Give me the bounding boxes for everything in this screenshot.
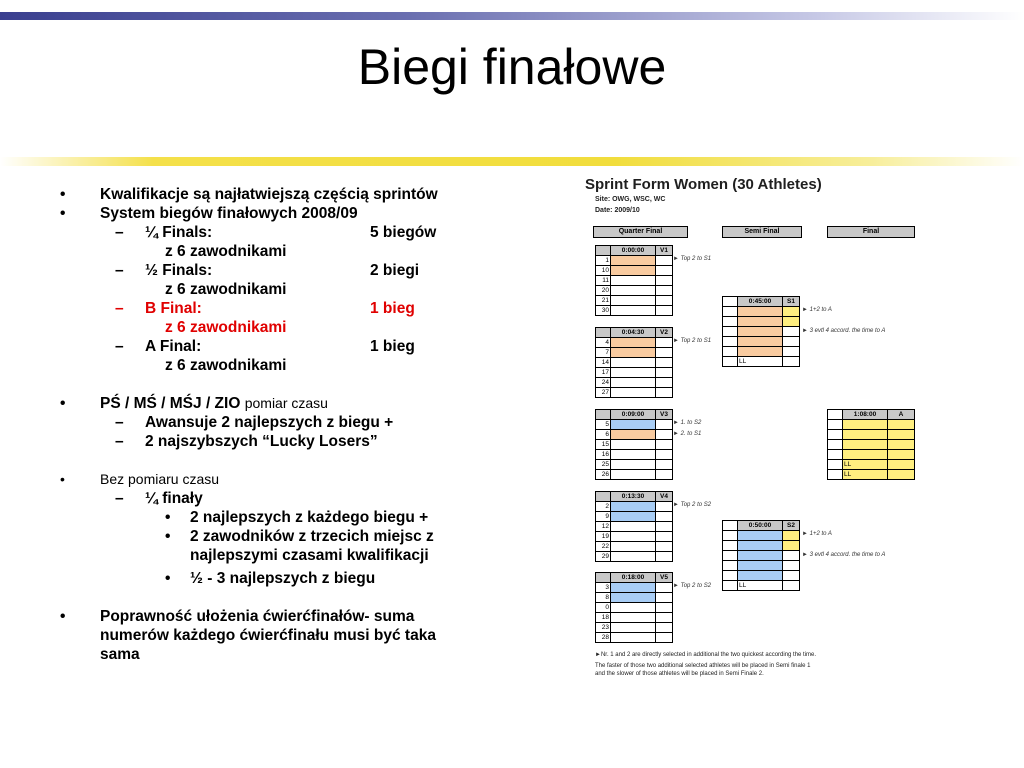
bib-cell: 17 xyxy=(596,368,611,378)
final-a xyxy=(827,409,915,480)
lucky-loser-cell: LL xyxy=(738,581,783,591)
bib-cell: 25 xyxy=(596,460,611,470)
bib-cell: 11 xyxy=(596,276,611,286)
bullet-text: System biegów finałowych 2008/09 xyxy=(100,205,358,222)
heat-v1 xyxy=(595,245,673,316)
sub-item-b-final-detail: z 6 zawodnikami xyxy=(165,319,287,336)
sub-sub-text: ½ - 3 najlepszych z biegu xyxy=(190,570,376,587)
sub-sub-item-cont: najlepszymi czasami kwalifikacji xyxy=(190,547,429,564)
title-divider xyxy=(0,157,1024,166)
bib-cell: 22 xyxy=(596,542,611,552)
sub-item: – Awansuje 2 najlepszych z biegu + xyxy=(115,414,394,431)
heat-note: ► 2. to S1 xyxy=(673,431,702,437)
bib-cell: 20 xyxy=(596,286,611,296)
bullet-text: Poprawność ułożenia ćwierćfinałów- suma xyxy=(100,608,415,625)
bullet-text: Bez pomiaru czasu xyxy=(100,471,220,487)
bullet-text: PŚ / MŚ / MŚJ / ZIO xyxy=(100,395,241,412)
heat-note: ► Top 2 to S1 xyxy=(673,256,712,262)
bullet-list xyxy=(60,185,570,664)
form-date: Date: 2009/10 xyxy=(595,207,640,214)
semi-id: S1 xyxy=(783,297,800,307)
sub-text: 2 najszybszych “Lucky Losers” xyxy=(145,433,378,450)
bib-cell: 14 xyxy=(596,358,611,368)
heat-note: ► Top 2 to S1 xyxy=(673,338,712,344)
bib-cell: 15 xyxy=(596,440,611,450)
bullet-item: • System biegów finałowych 2008/09 xyxy=(60,205,358,222)
sub-sub-text: 2 zawodników z trzecich miejsc z xyxy=(190,528,434,545)
bib-cell: 4 xyxy=(596,338,611,348)
sub-item-half: – ½ Finals: 2 biegi xyxy=(115,262,420,279)
bib-cell: 8 xyxy=(596,593,611,603)
sub-label: ½ Finals: xyxy=(145,262,213,279)
sub-text: Awansuje 2 najlepszych z biegu + xyxy=(145,414,394,431)
bib-cell: 6 xyxy=(596,430,611,440)
final-id: A xyxy=(888,410,915,420)
heat-time: 0:13:30 xyxy=(611,492,656,502)
heat-id: V5 xyxy=(656,573,673,583)
heat-time: 0:04:30 xyxy=(611,328,656,338)
semi-time: 0:50:00 xyxy=(738,521,783,531)
bib-cell: 27 xyxy=(596,388,611,398)
sub-label: A Final: xyxy=(145,338,202,355)
semi-note: ► 1+2 to A xyxy=(802,307,832,313)
heat-time: 0:18:00 xyxy=(611,573,656,583)
quarter-final-header: Quarter Final xyxy=(593,226,688,238)
semi-note: ► 3 evtl 4 accord. the time to A xyxy=(802,552,886,558)
final-header: Final xyxy=(827,226,915,238)
bib-cell: 2 xyxy=(596,502,611,512)
sub-item-quarter-detail: z 6 zawodnikami xyxy=(165,243,287,260)
heat-id: V2 xyxy=(656,328,673,338)
bib-cell: 0 xyxy=(596,603,611,613)
heat-id: V1 xyxy=(656,246,673,256)
lucky-loser-cell: LL xyxy=(843,460,888,470)
heat-time: 0:09:00 xyxy=(611,410,656,420)
sub-sub-item: • 2 najlepszych z każdego biegu + xyxy=(165,509,429,526)
sub-sub-item: • ½ - 3 najlepszych z biegu xyxy=(165,570,376,587)
semi-id: S2 xyxy=(783,521,800,531)
bib-cell: 10 xyxy=(596,266,611,276)
semi-final-header: Semi Final xyxy=(722,226,802,238)
bib-cell: 19 xyxy=(596,532,611,542)
bib-cell: 21 xyxy=(596,296,611,306)
sub-sub-item: • 2 zawodników z trzecich miejsc z xyxy=(165,528,434,545)
heat-id: V4 xyxy=(656,492,673,502)
semi-note: ► 1+2 to A xyxy=(802,531,832,537)
semi-note: ► 3 evtl 4 accord. the time to A xyxy=(802,328,886,334)
final-time: 1:08:00 xyxy=(843,410,888,420)
sub-sub-text: 2 najlepszych z każdego biegu + xyxy=(190,509,429,526)
sub-value: 1 bieg xyxy=(370,338,415,355)
bib-cell: 23 xyxy=(596,623,611,633)
heat-v2 xyxy=(595,327,673,398)
bib-cell: 1 xyxy=(596,256,611,266)
sub-item-a-final: – A Final: 1 bieg xyxy=(115,338,415,355)
sub-item: – 2 najszybszych “Lucky Losers” xyxy=(115,433,378,450)
lucky-loser-cell: LL xyxy=(843,470,888,480)
bib-cell: 16 xyxy=(596,450,611,460)
sub-value: 1 bieg xyxy=(370,300,415,317)
sub-item-a-final-detail: z 6 zawodnikami xyxy=(165,357,287,374)
heat-note: ► Top 2 to S2 xyxy=(673,502,712,508)
sub-value: 5 biegów xyxy=(370,224,437,241)
bib-cell: 26 xyxy=(596,470,611,480)
bib-cell: 29 xyxy=(596,552,611,562)
bullet-item: • Poprawność ułożenia ćwierćfinałów- suma xyxy=(60,608,415,625)
bullet-item-cont: sama xyxy=(100,646,140,663)
bib-cell: 24 xyxy=(596,378,611,388)
bib-cell: 7 xyxy=(596,348,611,358)
sub-text: ¼ finały xyxy=(145,490,203,507)
form-title: Sprint Form Women (30 Athletes) xyxy=(585,176,822,193)
heat-note: ► Top 2 to S2 xyxy=(673,583,712,589)
heat-note: ► 1. to S2 xyxy=(673,420,702,426)
lucky-loser-cell: LL xyxy=(738,357,783,367)
bib-cell: 9 xyxy=(596,512,611,522)
form-footnote: ►Nr. 1 and 2 are directly selected in additional the two quickest according the time. xyxy=(595,652,817,658)
sub-item: – ¼ finały xyxy=(115,490,203,507)
bullet-item: • Bez pomiaru czasu xyxy=(60,471,220,487)
semi-s2 xyxy=(722,520,800,591)
heat-id: V3 xyxy=(656,410,673,420)
bib-cell: 30 xyxy=(596,306,611,316)
semi-time: 0:45:00 xyxy=(738,297,783,307)
sub-label: B Final: xyxy=(145,300,202,317)
semi-s1 xyxy=(722,296,800,367)
form-site: Site: OWG, WSC, WC xyxy=(595,196,666,203)
bullet-item-cont: numerów każdego ćwierćfinału musi być taka xyxy=(100,627,436,644)
heat-v3 xyxy=(595,409,673,480)
heat-v4 xyxy=(595,491,673,562)
bib-cell: 12 xyxy=(596,522,611,532)
top-accent-bar xyxy=(0,12,1024,20)
sub-label: ¼ Finals: xyxy=(145,224,213,241)
bib-cell: 18 xyxy=(596,613,611,623)
sub-item-half-detail: z 6 zawodnikami xyxy=(165,281,287,298)
form-footnote: The faster of those two additional selected athletes will be placed in Semi finale 1 xyxy=(595,663,811,669)
bullet-small-text: pomiar czasu xyxy=(244,395,328,411)
sprint-form xyxy=(585,176,925,686)
sub-value: 2 biegi xyxy=(370,262,420,279)
bullet-text: Kwalifikacje są najłatwiejszą częścią sprintów xyxy=(100,186,438,203)
heat-v5 xyxy=(595,572,673,643)
bib-cell: 3 xyxy=(596,583,611,593)
bib-cell: 28 xyxy=(596,633,611,643)
slide-title: Biegi finałowe xyxy=(357,39,667,95)
sub-item-b-final: – B Final: 1 bieg xyxy=(115,300,415,317)
heat-time: 0:00:00 xyxy=(611,246,656,256)
bullet-item: • PŚ / MŚ / MŚJ / ZIO pomiar czasu xyxy=(60,395,328,412)
form-footnote: and the slower of those athletes will be placed in Semi Finale 2. xyxy=(595,671,764,677)
bib-cell: 5 xyxy=(596,420,611,430)
bullet-item: • Kwalifikacje są najłatwiejszą częścią sprintów xyxy=(60,186,438,203)
sub-item-quarter: – ¼ Finals: 5 biegów xyxy=(115,224,437,241)
